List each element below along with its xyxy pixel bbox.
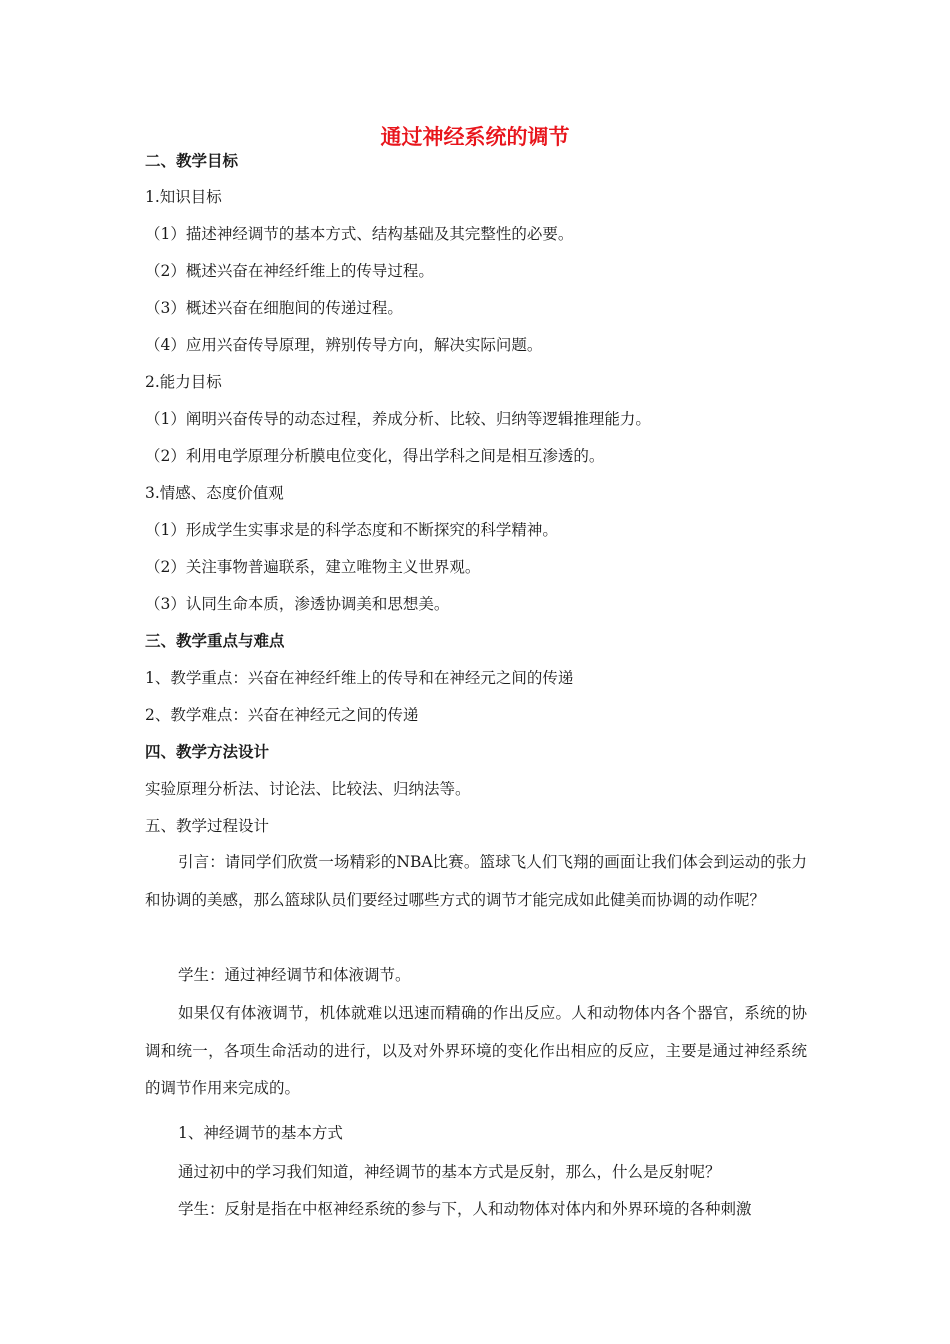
list-item: （1）描述神经调节的基本方式、结构基础及其完整性的必要。 [145,225,574,243]
subheading-attitude: 3.情感、态度价值观 [145,484,284,502]
list-item: （2）关注事物普遍联系，建立唯物主义世界观。 [145,558,481,576]
section-heading-key-points: 三、教学重点与难点 [145,632,285,650]
methods-text: 实验原理分析法、讨论法、比较法、归纳法等。 [145,780,471,798]
list-item: （3）概述兴奋在细胞间的传递过程。 [145,299,403,317]
subheading-knowledge: 1.知识目标 [145,188,222,206]
section-heading-process: 五、教学过程设计 [145,817,270,835]
section-heading-objectives: 二、教学目标 [145,152,239,170]
list-item: （2）概述兴奋在神经纤维上的传导过程。 [145,262,434,280]
subheading-reflex: 1、神经调节的基本方式 [178,1124,343,1142]
list-item: 1、教学重点：兴奋在神经纤维上的传导和在神经元之间的传递 [145,669,574,687]
list-item: （2）利用电学原理分析膜电位变化，得出学科之间是相互渗透的。 [145,447,605,465]
subheading-ability: 2.能力目标 [145,373,222,391]
paragraph-intro: 引言：请同学们欣赏一场精彩的NBA比赛。篮球飞人们飞翔的画面让我们体会到运动的张力和协调的美感，那么篮球队员们要经过哪些方式的调节才能完成如此健美而协调的动作呢？ [145,853,807,909]
document-title: 通过神经系统的调节 [380,125,570,149]
list-item: （1）阐明兴奋传导的动态过程，养成分析、比较、归纳等逻辑推理能力。 [145,410,651,428]
paragraph-explanation: 如果仅有体液调节，机体就难以迅速而精确的作出反应。人和动物体内各个器官，系统的协调和统一，各项生命活动的进行，以及对外界环境的变化作出相应的反应，主要是通过神经系统的调节作用来完成的。 [145,1004,807,1097]
paragraph-question: 通过初中的学习我们知道，神经调节的基本方式是反射，那么，什么是反射呢？ [178,1163,721,1181]
paragraph-student-answer: 学生：通过神经调节和体液调节。 [178,966,411,984]
list-item: 2、教学难点：兴奋在神经元之间的传递 [145,706,419,724]
list-item: （4）应用兴奋传导原理，辨别传导方向，解决实际问题。 [145,336,543,354]
section-heading-methods: 四、教学方法设计 [145,743,270,761]
list-item: （3）认同生命本质，渗透协调美和思想美。 [145,595,450,613]
paragraph-student-reflex: 学生：反射是指在中枢神经系统的参与下，人和动物体对体内和外界环境的各种刺激 [178,1200,752,1218]
list-item: （1）形成学生实事求是的科学态度和不断探究的科学精神。 [145,521,558,539]
